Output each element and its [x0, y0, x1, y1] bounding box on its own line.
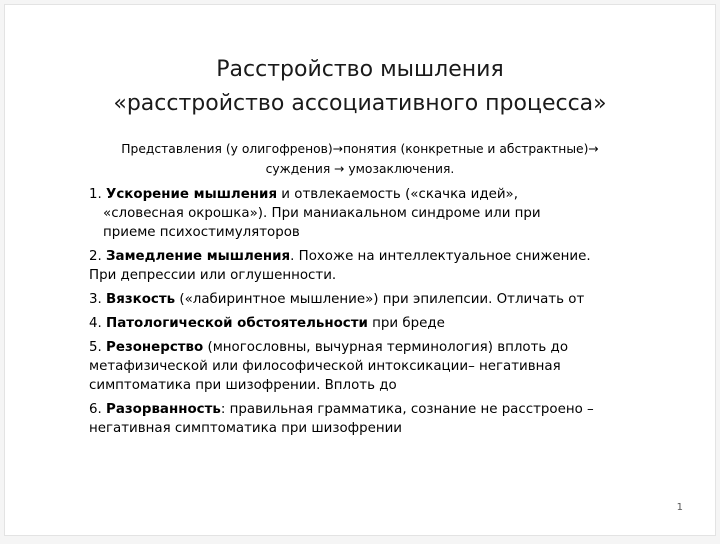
list-item-circumstantiality — [89, 314, 649, 333]
intro-line-2: суждения → умозаключения. — [265, 162, 455, 176]
list-item-slowing — [89, 247, 649, 285]
item-text: : правильная грамматика, сознание не расстроено – — [220, 402, 594, 417]
item-term: Разорванность — [106, 402, 221, 417]
item-number: 1. — [89, 187, 102, 202]
item-text: симптоматика при шизофрении. Вплоть до — [89, 378, 397, 393]
item-term: Резонерство — [106, 340, 204, 355]
item-number: 4. — [89, 316, 102, 331]
item-term: Вязкость — [106, 292, 176, 307]
item-text: и отвлекаемость («скачка идей», — [277, 187, 518, 202]
item-term: Ускорение мышления — [106, 187, 278, 202]
list-item-acceleration — [89, 185, 649, 242]
item-text: метафизической или философической интоксикации– негативная — [89, 359, 561, 374]
item-text: при бреде — [367, 316, 445, 331]
list-item-incoherence — [89, 400, 649, 438]
disorder-list — [89, 185, 649, 443]
item-text: (многословны, вычурная терминология) вплоть до — [203, 340, 569, 355]
title-line-2: «расстройство ассоциативного процесса» — [113, 91, 607, 116]
item-number: 3. — [89, 292, 102, 307]
list-item-reasoning — [89, 338, 649, 395]
item-text: («лабиринтное мышление») при эпилепсии. Отличать от — [175, 292, 585, 307]
slide — [4, 4, 716, 536]
item-text: . Похоже на интеллектуальное снижение. — [290, 249, 591, 264]
item-term: Патологической обстоятельности — [106, 316, 368, 331]
item-term: Замедление мышления — [106, 249, 291, 264]
item-text: негативная симптоматика при шизофрении — [89, 421, 403, 436]
item-number: 2. — [89, 249, 102, 264]
item-number: 5. — [89, 340, 102, 355]
item-text: «словесная окрошка»). При маниакальном синдроме или при — [103, 206, 541, 221]
intro-text — [89, 139, 631, 179]
slide-title — [5, 53, 715, 121]
item-text: приеме психостимуляторов — [103, 225, 300, 240]
list-item-viscosity — [89, 290, 649, 309]
page-number: 1 — [676, 502, 683, 513]
intro-line-1: Представления (у олигофренов)→понятия (конкретные и абстрактные)→ — [121, 142, 599, 156]
title-line-1: Расстройство мышления — [216, 57, 504, 82]
item-text: При депрессии или оглушенности. — [89, 268, 337, 283]
item-number: 6. — [89, 402, 102, 417]
